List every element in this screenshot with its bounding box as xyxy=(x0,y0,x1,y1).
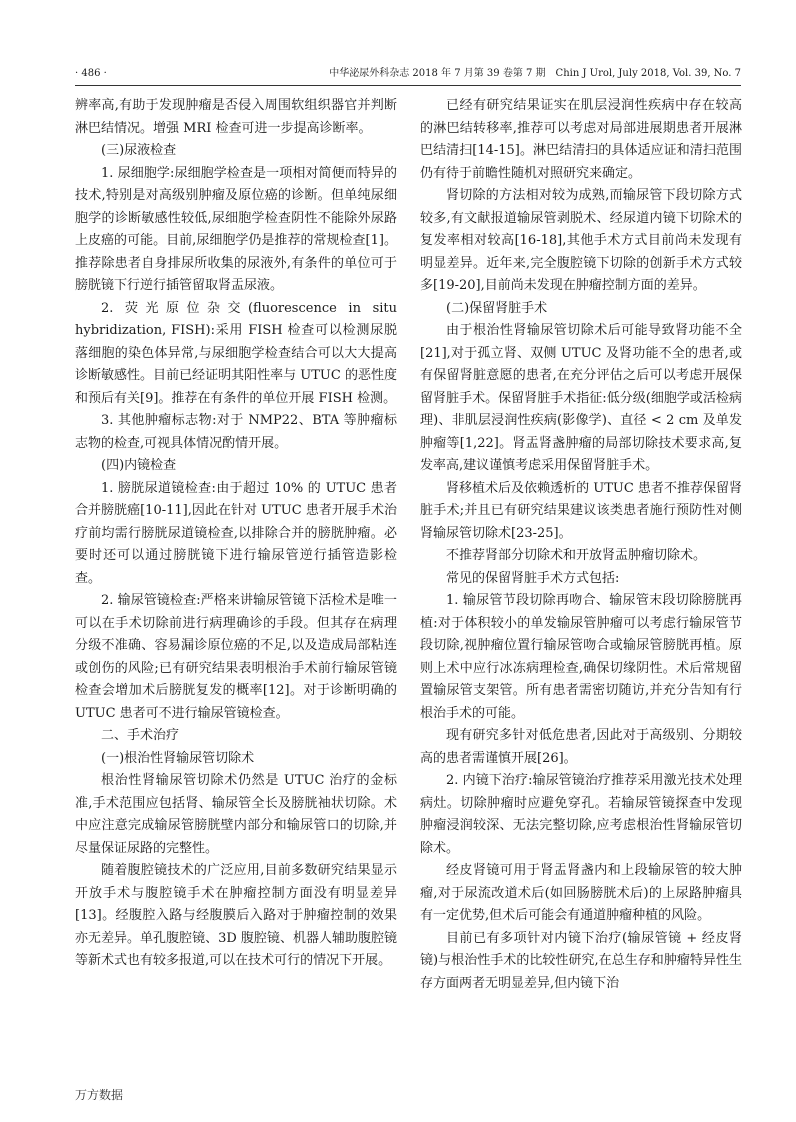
paragraph: 根治性肾输尿管切除术仍然是 UTUC 治疗的金标准,手术范围应包括肾、输尿管全长及膀胱袖状切除。术中应注意完成输尿管膀胱壁内部分和输尿管口的切除,并尽量保证尿路的完整性。 xyxy=(75,773,397,856)
paragraph: 1. 膀胱尿道镜检查:由于超过 10% 的 UTUC 患者合并膀胱癌[10-11],因此在针对 UTUC 患者开展手术治疗前均需行膀胱尿道镜检查,以排除合并的膀胱肿瘤。必要时还可以通过膀胱镜下进行输尿管逆行插管造影检查。 xyxy=(75,480,397,586)
paragraph: 经皮肾镜可用于肾盂肾盏内和上段输尿管的较大肿瘤,对于尿流改道术后(如回肠膀胱术后)的上尿路肿瘤具有一定优势,但术后可能会有通道肿瘤种植的风险。 xyxy=(420,863,742,923)
section-heading: (一)根治性肾输尿管切除术 xyxy=(101,750,255,766)
paragraph: 肾移植术后及依赖透析的 UTUC 患者不推荐保留肾脏手术;并且已有研究结果建议该类患者施行预防性对侧肾输尿管切除术[23-25]。 xyxy=(420,480,742,541)
section-heading: 二、手术治疗 xyxy=(101,728,180,743)
paragraph: 不推荐肾部分切除术和开放肾盂肿瘤切除术。 xyxy=(446,548,707,563)
paragraph: 2. 输尿管镜检查:严格来讲输尿管镜下活检术是唯一可以在手术切除前进行病理确诊的手段。但其存在病理分级不准确、容易漏诊原位癌的不足,以及造成局部粘连或创伤的风险;已有研究结果表明根治手术前行输尿管镜检查会增加术后膀胱复发的概率[12]。对于诊断明确的 UTUC 患者可不进行输尿管镜检查。 xyxy=(75,593,397,721)
paragraph: 随着腹腔镜技术的广泛应用,目前多数研究结果显示开放手术与腹腔镜手术在肿瘤控制方面没有明显差异[13]。经腹腔入路与经腹膜后入路对于肿瘤控制的效果亦无差异。单孔腹腔镜、3D 腹腔镜、机器人辅助腹腔镜等新术式也有较多报道,可以在技术可行的情况下开展。 xyxy=(75,863,397,968)
paragraph: 3. 其他肿瘤标志物:对于 NMP22、BTA 等肿瘤标志物的检查,可视具体情况酌情开展。 xyxy=(75,413,397,451)
paragraph: 已经有研究结果证实在肌层浸润性疾病中存在较高的淋巴结转移率,推荐可以考虑对局部进展期患者开展淋巴结清扫[14-15]。淋巴结清扫的具体适应证和清扫范围仍有待于前瞻性随机对照研究来确定。 xyxy=(420,98,742,181)
section-heading: (四)内镜检查 xyxy=(101,458,177,473)
paragraph: 由于根治性肾输尿管切除术后可能导致肾功能不全[21],对于孤立肾、双侧 UTUC 及肾功能不全的患者,或有保留肾脏意愿的患者,在充分评估之后可以考虑开展保留肾脏手术。保留肾脏手术指征:低分级(细胞学或活检病理)、非肌层浸润性疾病(影像学)、直径 < 2 cm 及单发肿瘤等[1,22]。肾盂肾盏肿瘤的局部切除技术要求高,复发率高,建议谨慎考虑采用保留肾脏手术。 xyxy=(420,323,742,473)
header-rule xyxy=(75,85,741,86)
paragraph: 常见的保留肾脏手术方式包括: xyxy=(446,570,620,586)
section-heading: (二)保留肾脏手术 xyxy=(446,300,548,316)
right-column xyxy=(420,95,742,995)
left-column xyxy=(75,95,397,973)
page-number: · 486 · xyxy=(75,68,107,79)
running-header xyxy=(75,64,741,84)
journal-citation: 中华泌尿外科杂志 2018 年 7 月第 39 卷第 7 期 Chin J Urol, July 2018, Vol. 39, No. 7 xyxy=(329,68,741,79)
paragraph: 现有研究多针对低危患者,因此对于高级别、分期较高的患者需谨慎开展[26]。 xyxy=(420,728,742,766)
paragraph: 肾切除的方法相对较为成熟,而输尿管下段切除方式较多,有文献报道输尿管剥脱术、经尿道内镜下切除术的复发率相对较高[16-18],其他手术方式目前尚未发现有明显差异。近年来,完全腹腔镜下切除的创新手术方式较多[19-20],目前尚未发现在肿瘤控制方面的差异。 xyxy=(420,188,742,293)
paragraph: 目前已有多项针对内镜下治疗(输尿管镜 + 经皮肾镜)与根治性手术的比较性研究,在总生存和肿瘤特异性生存方面两者无明显差异,但内镜下治 xyxy=(420,930,742,991)
paragraph: 2. 荧光原位杂交(fluorescence in situ hybridization, FISH):采用 FISH 检查可以检测尿脱落细胞的染色体异常,与尿细胞学检查结合可以大大提高诊断敏感性。目前已经证明其阳性率与 UTUC 的恶性度和预后有关[9]。推荐在有条件的单位开展 FISH 检测。 xyxy=(75,300,397,406)
paragraph: 1. 输尿管节段切除再吻合、输尿管末段切除膀胱再植:对于体积较小的单发输尿管肿瘤可以考虑行输尿管节段切除,视肿瘤位置行输尿管吻合或输尿管膀胱再植。原则上术中应行冰冻病理检查,确保切缘阴性。术后常规留置输尿管支架管。所有患者需密切随访,并充分告知有行根治手术的可能。 xyxy=(420,593,742,721)
paragraph: 1. 尿细胞学:尿细胞学检查是一项相对简便而特异的技术,特别是对高级别肿瘤及原位癌的诊断。但单纯尿细胞学的诊断敏感性较低,尿细胞学检查阴性不能除外尿路上皮癌的可能。目前,尿细胞学仍是推荐的常规检查[1]。推荐除患者自身排尿所收集的尿液外,有条件的单位可于膀胱镜下行逆行插管留取肾盂尿液。 xyxy=(75,165,397,293)
footer-watermark: 万方数据 xyxy=(75,1088,124,1102)
paragraph: 2. 内镜下治疗:输尿管镜治疗推荐采用激光技术处理病灶。切除肿瘤时应避免穿孔。若输尿管镜探查中发现肿瘤浸润较深、无法完整切除,应考虑根治性肾输尿管切除术。 xyxy=(420,773,742,856)
section-heading: (三)尿液检查 xyxy=(101,143,177,158)
paragraph: 辨率高,有助于发现肿瘤是否侵入周围软组织器官并判断淋巴结情况。增强 MRI 检查可进一步提高诊断率。 xyxy=(75,98,397,136)
